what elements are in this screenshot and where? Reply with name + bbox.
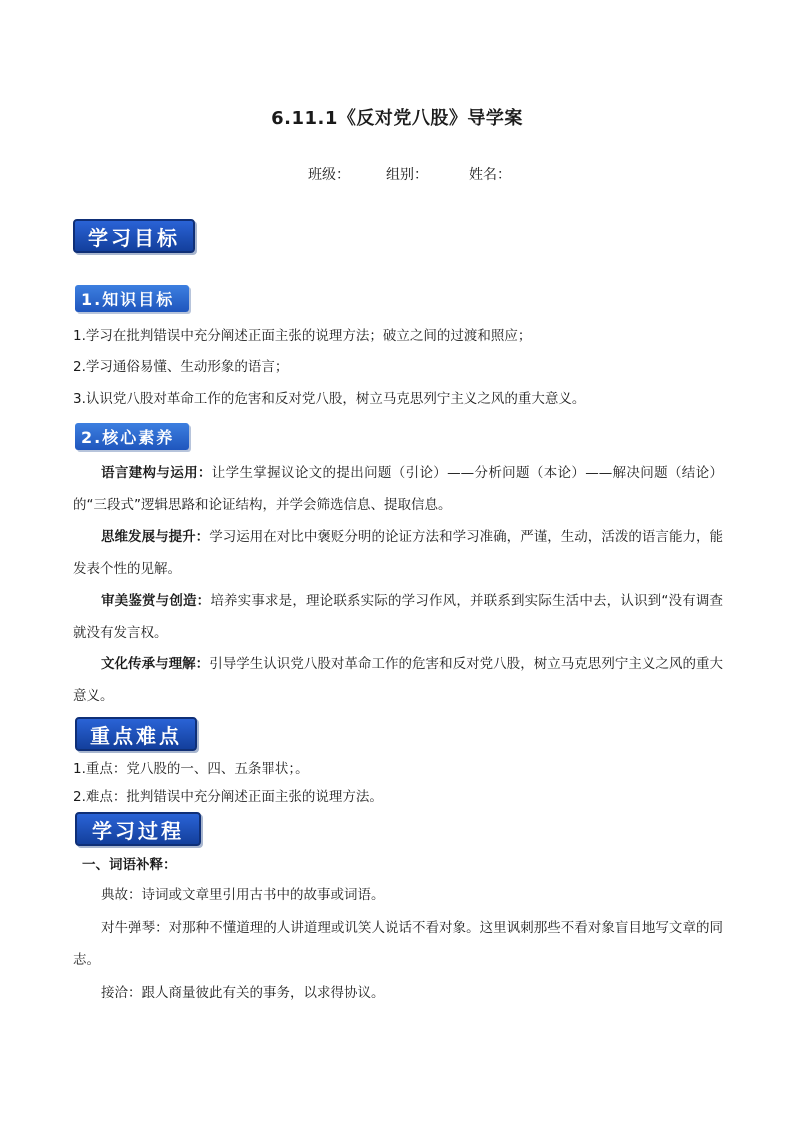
core-item-text: 引导学生认识党八股对革命工作的危害和反对党八股，树立马克思列宁主义之风的重大意义。	[73, 656, 724, 704]
core-item-label: 文化传承与理解：	[101, 656, 210, 672]
core-item-label: 审美鉴赏与创造：	[101, 593, 211, 609]
core-item-culture	[73, 648, 723, 712]
process-item-3: 接洽：跟人商量彼此有关的事务，以求得协议。	[101, 985, 385, 1001]
section-badge-objectives: 学习目标	[73, 219, 195, 253]
name-label: 姓名：	[469, 167, 511, 183]
process-item-1: 典故：诗词或文章里引用古书中的故事或词语。	[101, 887, 385, 903]
process-heading: 一、词语补释：	[82, 857, 177, 873]
key-item-1: 1.重点：党八股的一、四、五条罪状；。	[73, 761, 309, 777]
section-badge-core: 2.核心素养	[75, 423, 189, 450]
process-item-2: 对牛弹琴：对那种不懂道理的人讲道理或讥笑人说话不看对象。这里讽刺那些不看对象盲目地写文章的同志。	[73, 920, 723, 968]
core-item-label: 语言建构与运用：	[101, 465, 212, 481]
core-item-thinking	[73, 521, 723, 585]
group-label: 组别：	[386, 167, 428, 183]
core-item-text: 学习运用在对比中褒贬分明的论证方法和学习准确，严谨，生动，活泼的语言能力，能发表个性的见解。	[73, 529, 724, 577]
knowledge-item-3: 3.认识党八股对革命工作的危害和反对党八股，树立马克思列宁主义之风的重大意义。	[73, 391, 586, 407]
core-item-aesthetic	[73, 585, 723, 649]
knowledge-item-1: 1.学习在批判错误中充分阐述正面主张的说理方法；破立之间的过渡和照应；	[73, 328, 532, 344]
knowledge-item-2: 2.学习通俗易懂、生动形象的语言；	[73, 359, 289, 375]
section-badge-keypoints: 重点难点	[75, 717, 197, 751]
core-item-language	[73, 457, 723, 521]
section-badge-knowledge: 1.知识目标	[75, 285, 189, 312]
core-item-text: 培养实事求是，理论联系实际的学习作风，并联系到实际生活中去，认识到“没有调查就没有发言权。	[73, 593, 724, 641]
class-label: 班级：	[308, 167, 350, 183]
page-title: 6.11.1《反对党八股》导学案	[271, 108, 523, 129]
key-item-2: 2.难点：批判错误中充分阐述正面主张的说理方法。	[73, 789, 383, 805]
core-item-text: 让学生掌握议论文的提出问题（引论）——分析问题（本论）——解决问题（结论）的“三段式”逻辑思路和论证结构，并学会筛选信息、提取信息。	[73, 465, 724, 513]
core-item-label: 思维发展与提升：	[101, 529, 210, 545]
section-badge-process: 学习过程	[75, 812, 201, 846]
